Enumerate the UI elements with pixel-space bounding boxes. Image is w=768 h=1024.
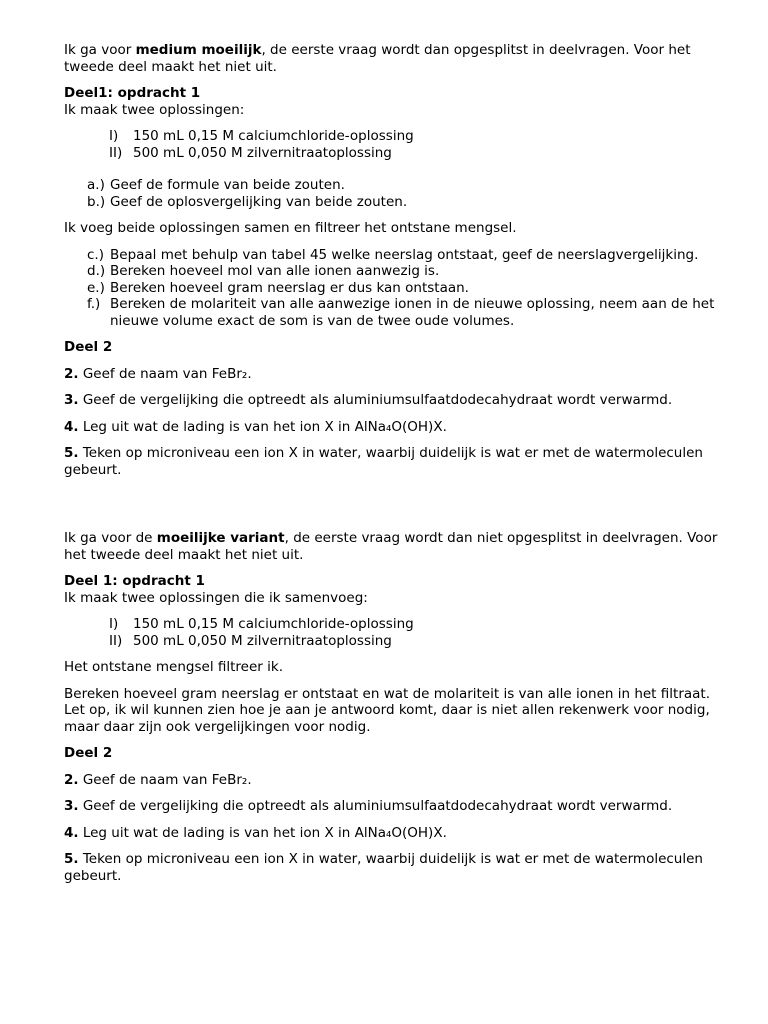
medium-questions-ab <box>87 177 734 210</box>
hard-variant-section <box>64 530 734 884</box>
hard-solutions-list <box>109 616 734 649</box>
hard-question-3: 3. Geef de vergelijking die optreedt als aluminiumsulfaatdodecahydraat wordt verwarmd. <box>64 798 673 814</box>
medium-variant-section <box>64 42 734 478</box>
list-item: a.) Geef de formule van beide zouten. <box>87 177 345 193</box>
list-item: f.) Bereken de molariteit van alle aanwezige ionen in de nieuwe oplossing, neem aan de het nieuwe volume exact de som is van de twee oude volumes. <box>87 296 715 329</box>
hard-question-5: 5. Teken op microniveau een ion X in water, waarbij duidelijk is wat er met de watermoleculen gebeurt. <box>64 851 703 884</box>
medium-make-text: Ik maak twee oplossingen: <box>64 101 245 118</box>
hard-heading-deel1: Deel 1: opdracht 1 <box>64 573 205 589</box>
document-page <box>64 42 734 894</box>
medium-filter-text: Ik voeg beide oplossingen samen en filtreer het ontstane mengsel. <box>64 220 517 236</box>
medium-question-2: 2. Geef de naam van FeBr₂. <box>64 365 252 382</box>
medium-question-5: 5. Teken op microniveau een ion X in water, waarbij duidelijk is wat er met de watermoleculen gebeurt. <box>64 445 703 478</box>
hard-question-4: 4. Leg uit wat de lading is van het ion X in AlNa₄O(OH)X. <box>64 824 447 841</box>
medium-intro-bold: medium moeilijk <box>135 42 262 58</box>
medium-heading-deel1: Deel1: opdracht 1 <box>64 85 201 101</box>
medium-intro: Ik ga voor medium moeilijk, de eerste vraag wordt dan opgesplitst in deelvragen. Voor het tweede deel maakt het niet uit. <box>64 42 691 75</box>
medium-question-3: 3. Geef de vergelijking die optreedt als aluminiumsulfaatdodecahydraat wordt verwarmd. <box>64 392 673 408</box>
medium-heading-deel2: Deel 2 <box>64 339 113 355</box>
hard-filter-text: Het ontstane mengsel filtreer ik. <box>64 659 283 675</box>
hard-heading-deel2: Deel 2 <box>64 745 113 761</box>
list-item: I) 150 mL 0,15 M calciumchloride-oplossing <box>109 616 414 632</box>
medium-solutions-list <box>109 128 734 161</box>
hard-calc-text: Bereken hoeveel gram neerslag er ontstaat en wat de molariteit is van alle ionen in het filtraat. Let op, ik wil kunnen zien hoe je aan je antwoord komt, daar is niet allen rekenwerk voor nodig, maar daar zijn ook vergelijkingen voor nodig. <box>64 685 710 735</box>
list-item: c.) Bepaal met behulp van tabel 45 welke neerslag ontstaat, geef de neerslagvergelijking. <box>87 246 699 263</box>
medium-question-4: 4. Leg uit wat de lading is van het ion X in AlNa₄O(OH)X. <box>64 418 447 435</box>
list-item: II) 500 mL 0,050 M zilvernitraatoplossing <box>109 632 392 649</box>
list-item: e.) Bereken hoeveel gram neerslag er dus kan ontstaan. <box>87 279 469 296</box>
list-item: I) 150 mL 0,15 M calciumchloride-oplossing <box>109 128 414 144</box>
hard-intro: Ik ga voor de moeilijke variant, de eerste vraag wordt dan niet opgesplitst in deelvragen. Voor het tweede deel maakt het niet uit. <box>64 530 718 563</box>
hard-intro-bold: moeilijke variant <box>156 530 285 546</box>
list-item: b.) Geef de oplosvergelijking van beide zouten. <box>87 193 408 210</box>
list-item: II) 500 mL 0,050 M zilvernitraatoplossing <box>109 144 392 161</box>
hard-make-text: Ik maak twee oplossingen die ik samenvoeg: <box>64 589 368 606</box>
list-item: d.) Bereken hoeveel mol van alle ionen aanwezig is. <box>87 263 440 279</box>
medium-questions-cf <box>87 247 734 330</box>
hard-question-2: 2. Geef de naam van FeBr₂. <box>64 771 252 788</box>
